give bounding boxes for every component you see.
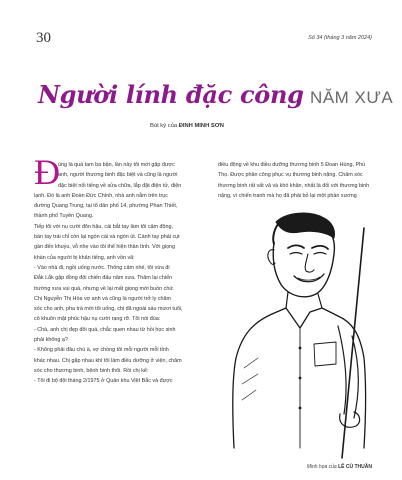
text-line: - Chà, anh chị đẹp đôi quá, chắc quen nhau từ hồi học sinh [34,326,176,333]
byline [150,123,224,129]
text-line: phải không ạ? [34,337,68,344]
text-line: khàn của người bị khản tiếng, anh vồn vã: [34,254,135,261]
line-spacer [34,181,208,191]
text-line: bàn tay trái chỉ còn lại ngón cái và ngón út. Cánh tay phải cụt [34,234,180,241]
line-spacer [34,160,208,170]
text-line: đặc biệt nổi tiếng về sửa chữa, lắp đặt điện tử, điện [58,182,182,189]
text-line: sóc cho thương binh, bệnh binh thôi. Rồi chị kể: [34,367,149,374]
title-sub: NĂM XƯA [310,88,394,107]
text-line: cô khuôn mặt phúc hậu nụ cười rạng rỡ. Tôi nói đùa: [34,316,161,323]
text-line: lạnh. Đó là anh Đoàn Đức Chính, nhà anh nằm trên trục [34,192,168,199]
text-line: - Vào nhà đi, ngồi uống nước. Thông cảm nhé, tôi vừa đi [34,264,170,271]
text-line: đường Quang Trung, tại tổ dân phố 14, phường Phan Thiết, [34,203,178,210]
byline-author: ĐINH MINH SƠN [178,123,224,129]
illustration-caption [307,464,372,470]
text-line: Thọ. Được phân công phục vụ thương binh nặng. Chăm sóc [218,172,363,179]
text-line: gần đến khuỷu, vỗ nhẹ vào tôi thể hiện thân tình. Với giọng [34,244,176,251]
byline-prefix: Bút ký của [150,123,178,129]
text-line: Đắk Lắk gặp đồng đội chiến đấu năm xưa. Thăm lại chiến [34,275,173,282]
caption-prefix: Minh họa của [306,464,337,470]
caption-artist: LÊ CÙ THUẦN [338,464,372,470]
text-line: - Không phải đâu chú à, vợ chồng tôi mỗi người mỗi tỉnh [34,347,169,354]
text-line: trường xưa vui quá, nhưng về lại mất giọng mới buồn chứ. [34,285,175,292]
text-line: Tiếp tôi với nụ cười đôn hậu, cái bắt tay làm tôi cảm động, [34,223,174,230]
text-line: thành phố Tuyên Quang. [34,213,94,220]
line-spacer [34,170,208,180]
drop-cap: Đ [34,152,60,192]
text-line: - Tôi đi bộ đội tháng 2/1975 ở Quân khu Việt Bắc và được [34,378,173,385]
title-main: Người lính đặc công [38,80,304,109]
text-line: úng là quá tam ba bận, lần này tôi mới gặp được [58,162,175,168]
column-1 [34,160,208,387]
text-line: anh, người thương binh đặc biệt và cũng là người [58,172,178,179]
column-2 [218,160,376,201]
text-line: điều động về khu điều dưỡng thương binh 5 Đoan Hùng, Phú [218,162,366,168]
text-line: nặng, vì chiến tranh mà họ đã phải bỏ lại một phần xương [218,192,357,199]
text-line: khác nhau. Chị gặp nhau khi tôi làm điều dưỡng ở viện, chăm [34,357,182,364]
text-line: sóc cho anh, pha trà mời tôi uống, chị đã ngoài sáu mươi tuổi, [34,306,183,313]
illustration-soldier [214,208,376,460]
text-line: thương binh rất vất vả và khó khăn, nhất là đối với thương binh [218,182,370,189]
page-number: 30 [36,30,51,46]
text-line: Chị Nguyễn Thị Hòa vợ anh và cũng là người trở ly chăm [34,295,171,302]
article-title [38,80,393,109]
issue-label: Số 34 (tháng 3 năm 2024) [308,35,372,41]
